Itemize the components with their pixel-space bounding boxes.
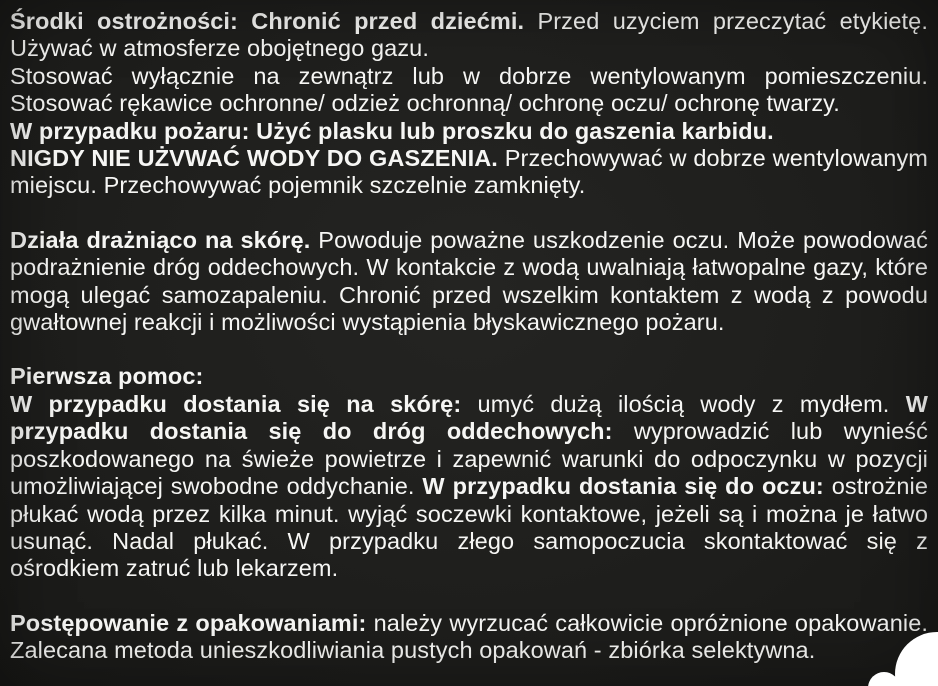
never-water-warning: NIGDY NIE UŻVWAĆ WODY DO GASZENIA. xyxy=(10,145,498,172)
hazards-section xyxy=(10,227,928,337)
fire-instruction-bold: W przypadku pożaru: Użyć plasku lub proszku do gaszenia karbidu. xyxy=(10,117,774,144)
packaging-text: należy wyrzucać całkowicie opróżnione opakowanie. Zalecana metoda unieszkodliwiania pustych opakowań - zbiórka selektywna. xyxy=(10,609,928,664)
corner-logo-fragment xyxy=(846,598,938,686)
first-aid-respiratory-text: wyprowadzić lub wynieść poszkodowanego na świeże powietrze i zapewnić warunki do odpoczynku w pozycji umożliwiającej swobodne oddychanie. xyxy=(10,418,928,500)
protective-equipment-line: Stosować rękawice ochronne/ odzież ochronną/ ochronę oczu/ ochronę twarzy. xyxy=(10,90,840,117)
precautions-line-1 xyxy=(10,8,928,35)
hazards-paragraph xyxy=(10,227,928,337)
first-aid-eyes-bold: W przypadku dostania się do oczu: xyxy=(422,473,824,500)
first-aid-heading xyxy=(10,363,928,390)
fire-instruction-line xyxy=(10,118,928,145)
precautions-heading: Środki ostrożności: Chronić przed dziećmi. xyxy=(10,8,525,34)
first-aid-eyes-text: ostrożnie płukać wodą przez kilka minut. wyjąć soczewki kontaktowe, jeżeli są i można je łatwo usunąć. Nadal płukać. W przypadku złego samopoczucia skontaktować się z ośrodkiem zatruć lub lekarzem. xyxy=(10,473,929,582)
first-aid-heading-bold: Pierwsza pomoc: xyxy=(10,363,204,390)
packaging-heading-bold: Postępowanie z opakowaniami: xyxy=(10,609,367,636)
storage-text: Przechowywać w dobrze wentylowanym miejscu. Przechowywać pojemnik szczelnie zamknięty. xyxy=(10,145,928,199)
first-aid-section xyxy=(10,363,928,582)
storage-instruction xyxy=(10,145,928,200)
first-aid-paragraph xyxy=(10,391,928,583)
first-aid-skin-bold: W przypadku dostania się na skórę: xyxy=(10,390,462,417)
precautions-line-1-text: Przed uzyciem przeczytać etykietę. xyxy=(537,8,928,34)
skin-irritant-bold: Działa drażniąco na skórę. xyxy=(10,226,311,253)
inert-gas-line: Używać w atmosferze obojętnego gazu. xyxy=(10,35,429,62)
packaging-section xyxy=(10,610,928,665)
logo-fragment-circle xyxy=(895,632,938,686)
precautions-section xyxy=(10,8,928,200)
first-aid-respiratory-bold: W przypadku dostania się do dróg oddechowych: xyxy=(10,390,928,445)
outdoors-line: Stosować wyłącznie na zewnątrz lub w dobrze wentylowanym pomieszczeniu. xyxy=(10,62,928,89)
packaging-paragraph xyxy=(10,610,928,665)
first-aid-skin-text: umyć dużą ilością wody z mydłem. xyxy=(477,390,890,417)
hazards-text: Powoduje poważne uszkodzenie oczu. Może powodować podrażnienie dróg oddechowych. W kontakcie z wodą uwalniają łatwopalne gazy, które mogą ulegać samozapaleniu. Chronić przed wszelkim kontaktem z wodą z powodu gwałtownej reakcji i możliwości wystąpienia błyskawicznego pożaru. xyxy=(10,226,928,336)
